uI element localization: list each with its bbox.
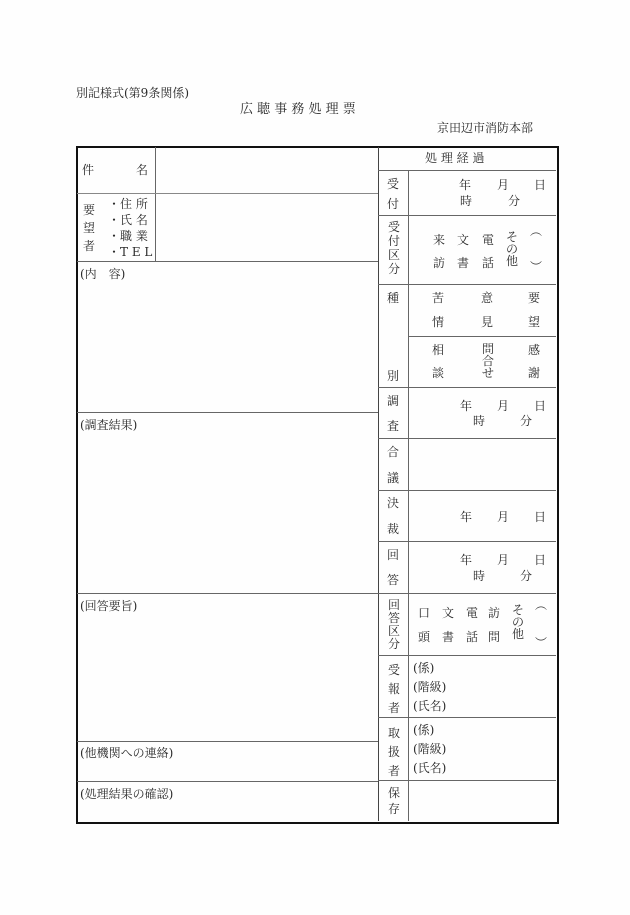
answer-minute: 分	[520, 569, 533, 583]
divider	[77, 593, 378, 594]
consultation-label-2: 議	[387, 471, 400, 485]
reception-day: 日	[534, 178, 547, 192]
answer-phone-1[interactable]: 電	[466, 606, 479, 620]
requester-label	[82, 203, 96, 253]
category-complaint-1[interactable]: 苦	[432, 291, 445, 305]
char: 分	[387, 637, 400, 651]
investigation-month: 月	[497, 399, 510, 413]
investigation-field[interactable]	[78, 434, 376, 591]
answer-date-label-1: 回	[387, 548, 400, 562]
category-opinion-1[interactable]: 意	[481, 291, 494, 305]
decision-day: 日	[534, 510, 547, 524]
content-field[interactable]	[78, 283, 376, 410]
char: 合	[481, 354, 494, 368]
char: 存	[387, 802, 400, 816]
requester-occupation-label: ・職 業	[108, 229, 148, 243]
liaison-label: (他機関への連絡)	[80, 746, 174, 760]
process-header: 処 理 経 過	[425, 151, 485, 165]
answer-phone-2[interactable]: 話	[466, 630, 479, 644]
option-document-1[interactable]: 文	[457, 233, 470, 247]
paren-open: ︵	[530, 224, 543, 238]
divider	[378, 593, 556, 594]
storage-field[interactable]	[409, 781, 555, 820]
form-reference: 別記様式(第9条関係)	[76, 86, 189, 100]
char: の	[505, 242, 518, 256]
category-opinion-2[interactable]: 見	[481, 315, 494, 329]
form-title: 広 聴 事 務 処 理 票	[240, 102, 356, 117]
category-complaint-2[interactable]: 情	[432, 315, 445, 329]
char: 他	[505, 254, 518, 268]
answer-oral-2[interactable]: 頭	[418, 630, 431, 644]
reception-minute: 分	[508, 194, 521, 208]
answer-summary-label: (回答要旨)	[80, 599, 138, 613]
handler-label	[387, 724, 401, 781]
option-other[interactable]	[505, 231, 519, 267]
answer-day: 日	[534, 553, 547, 567]
receiver-label	[387, 661, 401, 718]
char: 受	[387, 220, 400, 234]
paren-close: ︶	[535, 636, 548, 650]
divider	[378, 387, 556, 388]
reception-month: 月	[497, 178, 510, 192]
liaison-field[interactable]	[78, 762, 376, 780]
category-consult-2[interactable]: 談	[432, 366, 445, 380]
right-label-divider	[408, 170, 409, 821]
char: 保	[387, 786, 400, 800]
receiver-section-field[interactable]: (係)	[413, 661, 435, 675]
category-label-bottom: 別	[387, 369, 400, 383]
investigation-hour: 時	[473, 414, 486, 428]
investigation-year: 年	[460, 399, 473, 413]
confirmation-label: (処理結果の確認)	[80, 787, 174, 801]
investigation-date-label-1: 調	[387, 394, 400, 408]
handler-name-field[interactable]: (氏名)	[413, 761, 447, 775]
organization-name: 京田辺市消防本部	[437, 121, 534, 135]
category-inquiry[interactable]	[481, 343, 495, 379]
content-label: (内 容)	[80, 267, 126, 281]
char: 者	[387, 764, 400, 778]
divider	[378, 170, 556, 171]
subject-label-a: 件	[82, 163, 95, 177]
column-divider	[378, 147, 379, 821]
char: そ	[505, 230, 518, 244]
divider	[77, 741, 378, 742]
reception-label-2: 付	[387, 197, 400, 211]
char: 者	[387, 701, 400, 715]
option-phone-1[interactable]: 電	[482, 233, 495, 247]
confirmation-field[interactable]	[78, 803, 376, 819]
char: 受	[387, 663, 400, 677]
char: 区	[387, 624, 400, 638]
divider	[378, 215, 556, 216]
decision-month: 月	[497, 510, 510, 524]
char: 報	[387, 682, 400, 696]
char: 者	[82, 239, 95, 253]
decision-label-2: 裁	[387, 522, 400, 536]
requester-name-label: ・氏 名	[108, 213, 148, 227]
char: 扱	[387, 745, 400, 759]
receiver-name-field[interactable]: (氏名)	[413, 699, 447, 713]
option-visit-2[interactable]: 訪	[433, 256, 446, 270]
char: 要	[82, 203, 95, 217]
category-thanks-1[interactable]: 感	[528, 343, 541, 357]
category-request-2[interactable]: 望	[528, 315, 541, 329]
answer-other[interactable]	[511, 604, 525, 640]
answer-visit-2[interactable]: 問	[488, 630, 501, 644]
paren-close: ︶	[530, 260, 543, 274]
answer-month: 月	[497, 553, 510, 567]
answer-summary-field[interactable]	[78, 615, 376, 739]
char: の	[511, 615, 524, 629]
requester-address-label: ・住 所	[108, 197, 148, 211]
decision-label-1: 決	[387, 496, 400, 510]
option-visit-1[interactable]: 来	[433, 233, 446, 247]
answer-year: 年	[460, 553, 473, 567]
char: せ	[481, 366, 494, 380]
answer-type-label	[387, 599, 401, 651]
char: 答	[387, 611, 400, 625]
divider	[77, 412, 378, 413]
answer-hour: 時	[473, 569, 486, 583]
reception-type-label	[387, 220, 401, 276]
divider	[378, 490, 556, 491]
char: 他	[511, 627, 524, 641]
divider	[77, 781, 378, 782]
subject-field[interactable]	[156, 148, 376, 192]
requester-field[interactable]	[156, 194, 376, 260]
decision-year: 年	[460, 510, 473, 524]
category-thanks-2[interactable]: 謝	[528, 366, 541, 380]
char: 分	[387, 262, 400, 276]
option-phone-2[interactable]: 話	[482, 256, 495, 270]
answer-document-1[interactable]: 文	[442, 606, 455, 620]
divider	[378, 541, 556, 542]
storage-label	[387, 785, 401, 817]
char: そ	[511, 603, 524, 617]
divider	[408, 336, 556, 337]
investigation-label: (調査結果)	[80, 418, 138, 432]
char: 望	[82, 221, 95, 235]
consultation-label-1: 合	[387, 445, 400, 459]
subject-label-b: 名	[136, 163, 149, 177]
char: 問	[481, 342, 494, 356]
category-request-1[interactable]: 要	[528, 291, 541, 305]
answer-visit-1[interactable]: 訪	[488, 606, 501, 620]
handler-section-field[interactable]: (係)	[413, 723, 435, 737]
investigation-day: 日	[534, 399, 547, 413]
char: 取	[387, 726, 400, 740]
investigation-date-label-2: 査	[387, 419, 400, 433]
answer-date-label-2: 答	[387, 573, 400, 587]
char: 回	[387, 598, 400, 612]
requester-tel-label: ・T E L	[108, 245, 153, 259]
reception-label-1: 受	[387, 177, 400, 191]
char: 付	[387, 234, 400, 248]
divider	[378, 284, 556, 285]
handler-rank-field[interactable]: (階級)	[413, 742, 447, 756]
option-document-2[interactable]: 書	[457, 256, 470, 270]
reception-hour: 時	[460, 194, 473, 208]
category-consult-1[interactable]: 相	[432, 343, 445, 357]
answer-document-2[interactable]: 書	[442, 630, 455, 644]
answer-oral-1[interactable]: 口	[418, 606, 431, 620]
char: 区	[387, 248, 400, 262]
paren-open: ︵	[535, 598, 548, 612]
investigation-minute: 分	[520, 414, 533, 428]
consultation-field[interactable]	[409, 439, 555, 489]
reception-year: 年	[459, 178, 472, 192]
divider	[77, 261, 378, 262]
category-label-top: 種	[387, 291, 400, 305]
divider	[378, 655, 556, 656]
divider	[378, 717, 556, 718]
receiver-rank-field[interactable]: (階級)	[413, 680, 447, 694]
